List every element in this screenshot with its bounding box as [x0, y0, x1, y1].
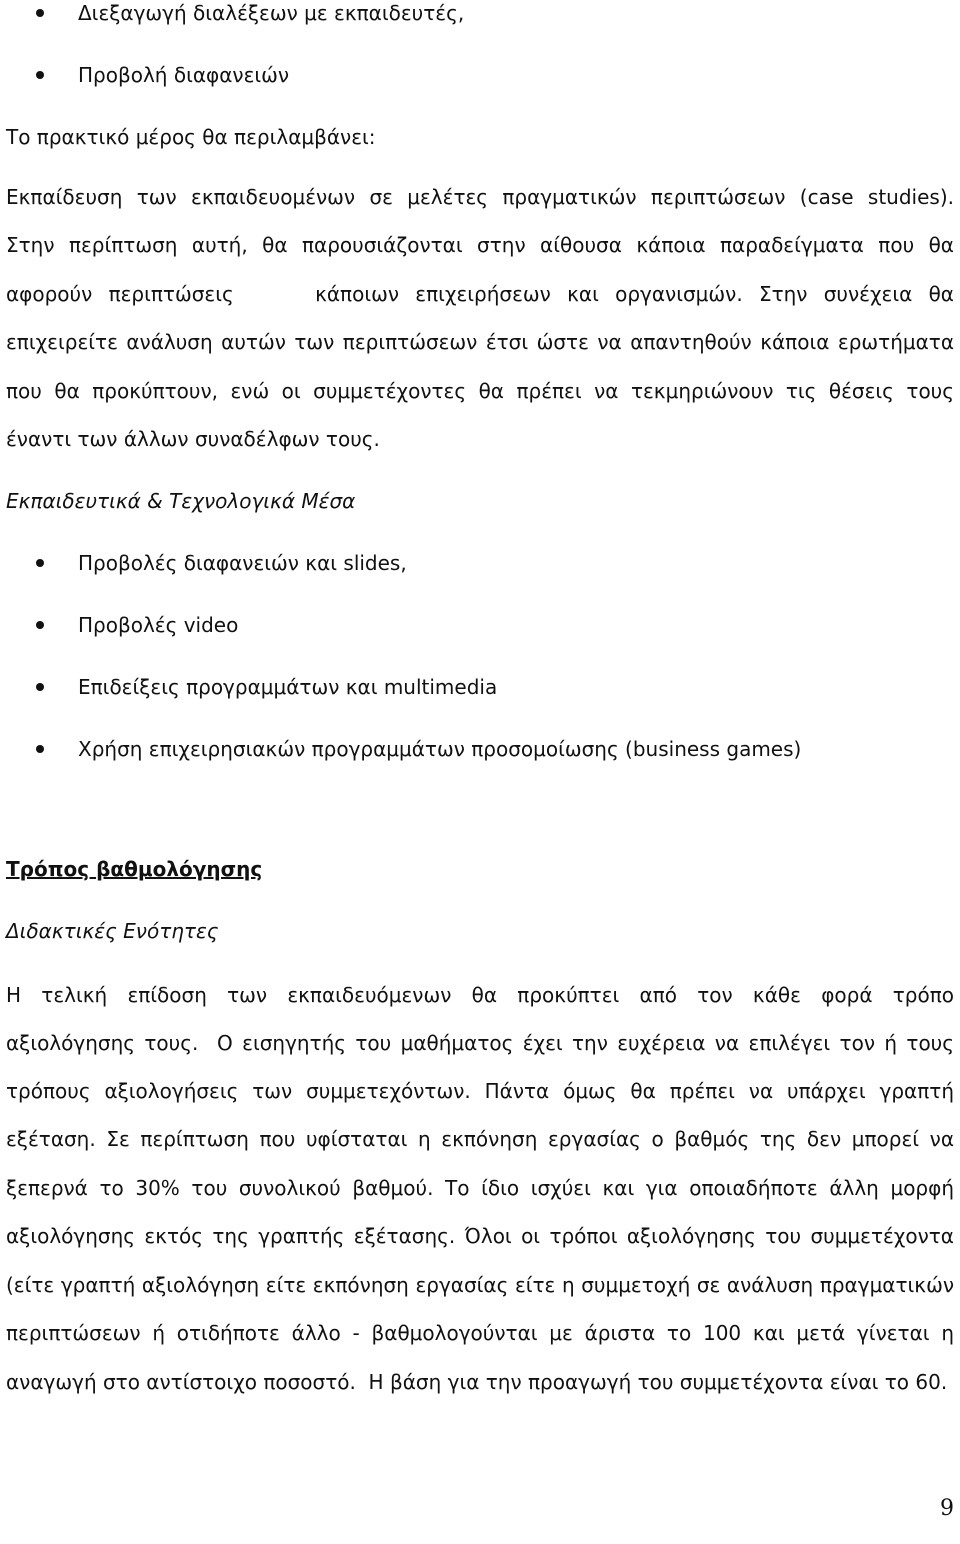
- bullet-icon: [36, 683, 44, 691]
- grading-heading: Τρόπος βαθμολόγησης: [6, 857, 263, 881]
- list-item: Επιδείξεις προγραμμάτων και multimedia: [78, 675, 498, 699]
- paragraph-line: αξιολόγησης τους. Ο εισηγητής του μαθήματος έχει την ευχέρεια να επιλέγει τον ή τους: [6, 1031, 954, 1055]
- paragraph-line: επιχειρείτε ανάλυση αυτών των περιπτώσεων έτσι ώστε να απαντηθούν κάποια ερωτήματα: [6, 330, 954, 354]
- paragraph-line: Εκπαίδευση των εκπαιδευομένων σε μελέτες πραγματικών περιπτώσεων (case studies).: [6, 185, 954, 209]
- paragraph-line: τρόπους αξιολογήσεις των συμμετεχόντων. Πάντα όμως θα πρέπει να υπάρχει γραπτή: [6, 1079, 954, 1103]
- paragraph-line: Στην περίπτωση αυτή, θα παρουσιάζονται στην αίθουσα κάποια παραδείγματα που θα: [6, 233, 954, 257]
- paragraph-line: περιπτώσεων ή οτιδήποτε άλλο - βαθμολογούνται με άριστα το 100 και μετά γίνεται η: [6, 1321, 954, 1345]
- paragraph-line: που θα προκύπτουν, ενώ οι συμμετέχοντες θα πρέπει να τεκμηριώνουν τις θέσεις τους: [6, 379, 954, 403]
- paragraph-line: (είτε γραπτή αξιολόγηση είτε εκπόνηση εργασίας είτε η συμμετοχή σε ανάλυση πραγματικών: [6, 1273, 954, 1297]
- paragraph-line: Η τελική επίδοση των εκπαιδευόμενων θα προκύπτει από τον κάθε φορά τρόπο: [6, 983, 954, 1007]
- list-item: Προβολή διαφανειών: [78, 63, 290, 87]
- list-item: Προβολές video: [78, 613, 239, 637]
- bullet-icon: [36, 621, 44, 629]
- bullet-icon: [36, 559, 44, 567]
- media-heading: Εκπαιδευτικά & Τεχνολογικά Μέσα: [6, 489, 356, 513]
- page-number: 9: [940, 1496, 954, 1521]
- paragraph-line: ξεπερνά το 30% του συνολικού βαθμού. Το ίδιο ισχύει και για οποιαδήποτε άλλη μορφή: [6, 1176, 954, 1200]
- units-heading: Διδακτικές Ενότητες: [6, 919, 219, 943]
- bullet-icon: [36, 71, 44, 79]
- list-item: Προβολές διαφανειών και slides,: [78, 551, 407, 575]
- paragraph-line: έναντι των άλλων συναδέλφων τους.: [6, 427, 380, 451]
- paragraph-line: αφορούν περιπτώσεις κάποιων επιχειρήσεων και οργανισμών. Στην συνέχεια θα: [6, 282, 954, 306]
- paragraph-line: αναγωγή στο αντίστοιχο ποσοστό. Η βάση για την προαγωγή του συμμετέχοντα είναι το 60.: [6, 1370, 948, 1394]
- paragraph-line: εξέταση. Σε περίπτωση που υφίσταται η εκπόνηση εργασίας ο βαθμός της δεν μπορεί να: [6, 1127, 954, 1151]
- bullet-icon: [36, 745, 44, 753]
- list-item: Χρήση επιχειρησιακών προγραμμάτων προσομοίωσης (business games): [78, 737, 802, 761]
- practical-intro: Το πρακτικό μέρος θα περιλαμβάνει:: [6, 125, 376, 149]
- list-item: Διεξαγωγή διαλέξεων με εκπαιδευτές,: [78, 1, 465, 25]
- bullet-icon: [36, 9, 44, 17]
- paragraph-line: αξιολόγησης εκτός της γραπτής εξέτασης. Όλοι οι τρόποι αξιολόγησης του συμμετέχοντα: [6, 1224, 954, 1248]
